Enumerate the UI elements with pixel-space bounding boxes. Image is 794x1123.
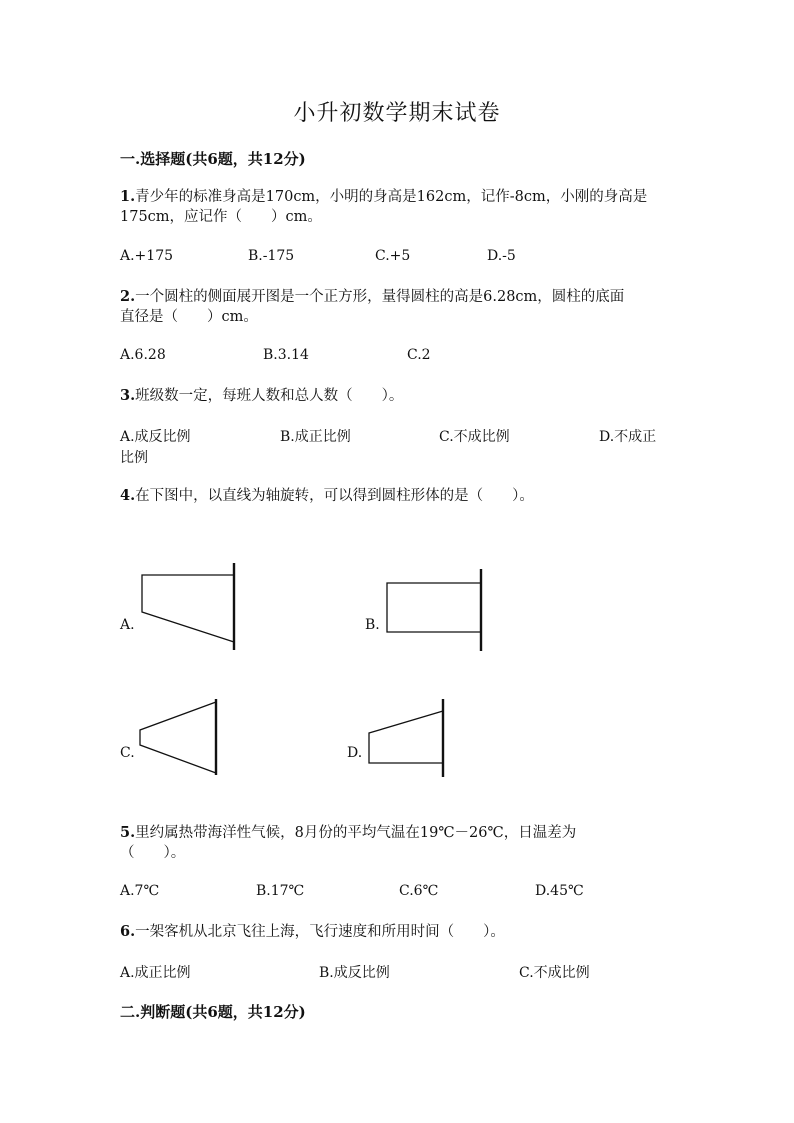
option-c[interactable]: C.2 (407, 347, 431, 363)
question-text-line-1: 青少年的标准身高是170cm，小明的身高是162cm，记作-8cm，小刚的身高是 (135, 189, 648, 205)
option-a[interactable]: A.+175 (120, 248, 174, 264)
option-d[interactable]: D.-5 (487, 248, 516, 264)
option-d[interactable]: D.不成正 (599, 429, 657, 445)
question-5-text-line-2: （ ）。 (120, 845, 186, 861)
question-number: 3. (120, 387, 136, 404)
option-a[interactable]: A.成正比例 (120, 965, 191, 981)
question-text-line-1: 班级数一定，每班人数和总人数（ ）。 (135, 388, 404, 404)
question-text-line-1: 一个圆柱的侧面展开图是一个正方形，量得圆柱的高是6.28cm，圆柱的底面 (135, 289, 625, 305)
section-heading-choice: 一.选择题(共6题，共12分) (120, 150, 306, 168)
question-text-line-1: 在下图中，以直线为轴旋转，可以得到圆柱形体的是（ ）。 (135, 488, 534, 504)
option-a[interactable]: A.成反比例 (120, 429, 191, 445)
option-a[interactable]: A.7℃ (120, 883, 160, 899)
question-text-line-1: 一架客机从北京飞往上海，飞行速度和所用时间（ ）。 (135, 924, 505, 940)
option-b[interactable]: B.3.14 (263, 347, 309, 363)
figure-label-c[interactable]: C. (120, 745, 135, 761)
figure-label-b[interactable]: B. (365, 617, 380, 633)
question-5 (120, 822, 576, 844)
question-6 (120, 921, 505, 943)
question-number: 2. (120, 288, 136, 305)
question-number: 4. (120, 487, 136, 504)
figure-label-d[interactable]: D. (347, 745, 363, 761)
option-b[interactable]: B.-175 (248, 248, 295, 264)
option-d[interactable]: D.45℃ (535, 883, 584, 899)
question-text-line-1: 里约属热带海洋性气候，8月份的平均气温在19℃－26℃，日温差为 (135, 825, 577, 841)
question-number: 5. (120, 824, 136, 841)
option-c[interactable]: C.不成比例 (519, 965, 590, 981)
question-1-text-line-2: 175cm，应记作（ ）cm。 (120, 209, 322, 225)
option-d-wrap: 比例 (120, 450, 148, 466)
page-title: 小升初数学期末试卷 (293, 101, 501, 126)
question-2-text-line-2: 直径是（ ）cm。 (120, 309, 258, 325)
option-c[interactable]: C.+5 (375, 248, 411, 264)
option-a[interactable]: A.6.28 (120, 347, 166, 363)
figure-label-a[interactable]: A. (120, 617, 135, 633)
option-c[interactable]: C.不成比例 (439, 429, 510, 445)
question-number: 1. (120, 188, 136, 205)
option-c[interactable]: C.6℃ (399, 883, 439, 899)
option-b[interactable]: B.17℃ (256, 883, 305, 899)
option-b[interactable]: B.成反比例 (319, 965, 390, 981)
section-heading-judgment: 二.判断题(共6题，共12分) (120, 1003, 306, 1021)
question-number: 6. (120, 923, 136, 940)
option-b[interactable]: B.成正比例 (280, 429, 351, 445)
